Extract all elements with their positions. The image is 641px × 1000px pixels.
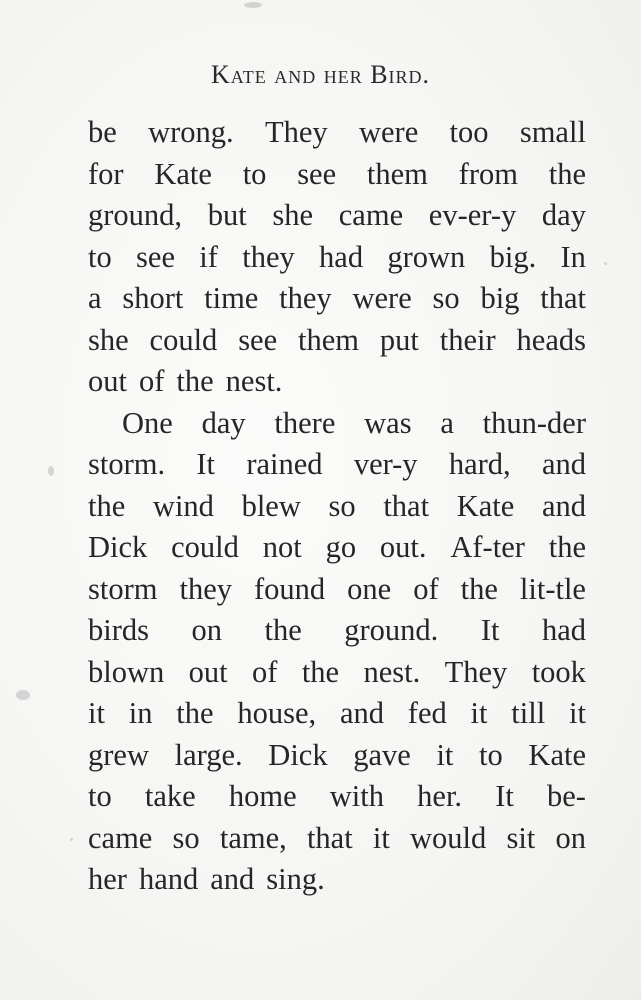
text-line: [88, 610, 586, 652]
word: It: [196, 447, 216, 481]
word: hand: [138, 862, 199, 896]
word: to: [479, 737, 503, 772]
word: of: [138, 364, 165, 398]
word: for: [88, 156, 124, 191]
word: see: [136, 239, 175, 274]
word: They: [264, 115, 328, 149]
word: it: [372, 820, 390, 855]
word: thun-der: [482, 405, 586, 440]
text-line: [88, 112, 586, 154]
word: lit-tle: [519, 571, 586, 606]
word: day: [201, 405, 246, 440]
word: from: [458, 156, 518, 191]
word: them: [298, 322, 360, 357]
word: nest.: [225, 364, 283, 398]
word: they: [242, 239, 295, 274]
word: the: [176, 364, 214, 398]
text-line: [88, 486, 586, 528]
word: short: [122, 281, 184, 315]
word: They: [444, 654, 508, 689]
word: it: [470, 696, 488, 730]
text-line: [88, 361, 586, 403]
word: ground,: [88, 198, 183, 232]
word: go: [325, 530, 357, 564]
word: could: [171, 530, 239, 564]
word: till: [511, 696, 546, 730]
word: too: [449, 115, 489, 149]
word: and: [339, 696, 384, 730]
word: the: [301, 654, 340, 689]
word: Dick: [268, 737, 328, 772]
word: nest.: [363, 654, 421, 689]
running-head: Kate and her Bird.: [210, 60, 431, 89]
word: there: [274, 405, 336, 440]
word: came: [88, 820, 153, 855]
word: that: [540, 281, 586, 315]
text-line: [88, 154, 586, 196]
word: but: [207, 198, 247, 232]
word: Kate: [528, 737, 586, 772]
word: she: [272, 198, 314, 232]
page-speck: [16, 690, 30, 700]
word: see: [238, 322, 278, 357]
word: out.: [379, 530, 427, 564]
word: ver-y: [353, 447, 418, 481]
word: so: [172, 820, 200, 855]
word: that: [306, 820, 353, 855]
word: it: [88, 696, 105, 730]
word: In: [560, 239, 586, 274]
word: to: [88, 239, 112, 274]
word: Af-ter: [450, 530, 525, 564]
word: day: [541, 198, 586, 232]
word: the: [548, 530, 586, 564]
word: on: [191, 613, 222, 647]
word: storm: [88, 571, 158, 606]
word: it: [436, 737, 454, 772]
word: would: [410, 820, 487, 855]
word: time: [204, 281, 259, 315]
word: of: [413, 571, 439, 606]
word: were: [358, 115, 419, 149]
word: a: [88, 281, 102, 315]
word: took: [531, 654, 586, 689]
word: the: [264, 613, 302, 647]
word: see: [297, 156, 337, 191]
text-line: [88, 278, 586, 320]
word: wind: [152, 488, 214, 523]
text-line: [88, 652, 586, 694]
word: the: [176, 696, 214, 730]
word: rained: [246, 447, 323, 481]
word: to: [88, 779, 112, 813]
word: they: [179, 571, 232, 606]
word: birds: [88, 613, 149, 647]
word: that: [383, 488, 430, 523]
word: house,: [237, 696, 317, 730]
word: and: [541, 488, 586, 523]
word: and: [210, 862, 255, 896]
word: big: [480, 281, 520, 315]
word: came: [338, 198, 404, 232]
page-speck: [48, 466, 54, 476]
text-line: [88, 195, 586, 237]
word: sing.: [266, 862, 325, 896]
word: the: [548, 156, 586, 191]
word: home: [228, 779, 297, 813]
word: they: [279, 281, 332, 315]
word: grew: [88, 737, 149, 772]
page-speck: [604, 262, 607, 265]
text-line: [88, 403, 586, 445]
page-speck: [244, 2, 262, 8]
text-line: [88, 776, 586, 818]
word: hard,: [448, 447, 511, 481]
word: so: [328, 488, 356, 523]
text-line: [88, 320, 586, 362]
word: ground.: [344, 613, 439, 647]
word: blown: [88, 654, 165, 689]
word: out: [188, 654, 228, 689]
story-text: [88, 112, 586, 901]
word: them: [366, 156, 428, 191]
word: wrong.: [148, 115, 234, 149]
text-line: [88, 237, 586, 279]
word: take: [144, 779, 196, 813]
word: the: [460, 571, 498, 606]
word: Kate: [456, 488, 515, 523]
word: found: [254, 571, 326, 606]
word: a: [440, 405, 454, 440]
word: It: [495, 779, 514, 813]
word: It: [480, 613, 500, 647]
text-line: [88, 735, 586, 777]
word: sit: [506, 820, 536, 855]
page-speck: [70, 838, 73, 841]
word: grown: [387, 239, 466, 274]
word: to: [242, 156, 267, 191]
text-line: [88, 527, 586, 569]
word: Dick: [88, 530, 148, 564]
word: she: [88, 322, 129, 357]
text-line: [88, 444, 586, 486]
text-line: [88, 693, 586, 735]
word: it: [568, 696, 586, 730]
word: put: [379, 322, 419, 357]
text-line: [88, 818, 586, 860]
word: her.: [417, 779, 463, 813]
word: not: [262, 530, 302, 564]
word: was: [364, 405, 412, 440]
word: storm.: [88, 447, 166, 481]
text-line: [88, 859, 586, 901]
word: the: [88, 488, 126, 523]
word: so: [432, 281, 460, 315]
word: in: [128, 696, 153, 730]
text-line: [88, 569, 586, 611]
word: big.: [489, 239, 537, 274]
word: Kate: [154, 156, 212, 191]
word: blew: [241, 488, 301, 523]
word: could: [149, 322, 218, 357]
word: and: [541, 447, 586, 481]
word: tame,: [219, 820, 287, 855]
word: be-: [547, 779, 586, 813]
word: with: [329, 779, 385, 813]
word: gave: [353, 737, 411, 772]
word: if: [199, 239, 218, 274]
word: on: [555, 820, 586, 855]
word: had: [541, 613, 586, 647]
word: large.: [174, 737, 243, 772]
word: of: [252, 654, 278, 689]
word: out: [88, 364, 127, 398]
word: small: [519, 115, 586, 149]
word: fed: [407, 696, 447, 730]
word: had: [319, 239, 364, 274]
word: be: [88, 115, 117, 149]
word: One: [122, 405, 173, 440]
word: her: [88, 862, 127, 896]
word: their: [439, 322, 496, 357]
word: heads: [516, 322, 586, 357]
word: one: [347, 571, 392, 606]
word: were: [352, 281, 412, 315]
word: ev-er-y: [428, 198, 517, 232]
